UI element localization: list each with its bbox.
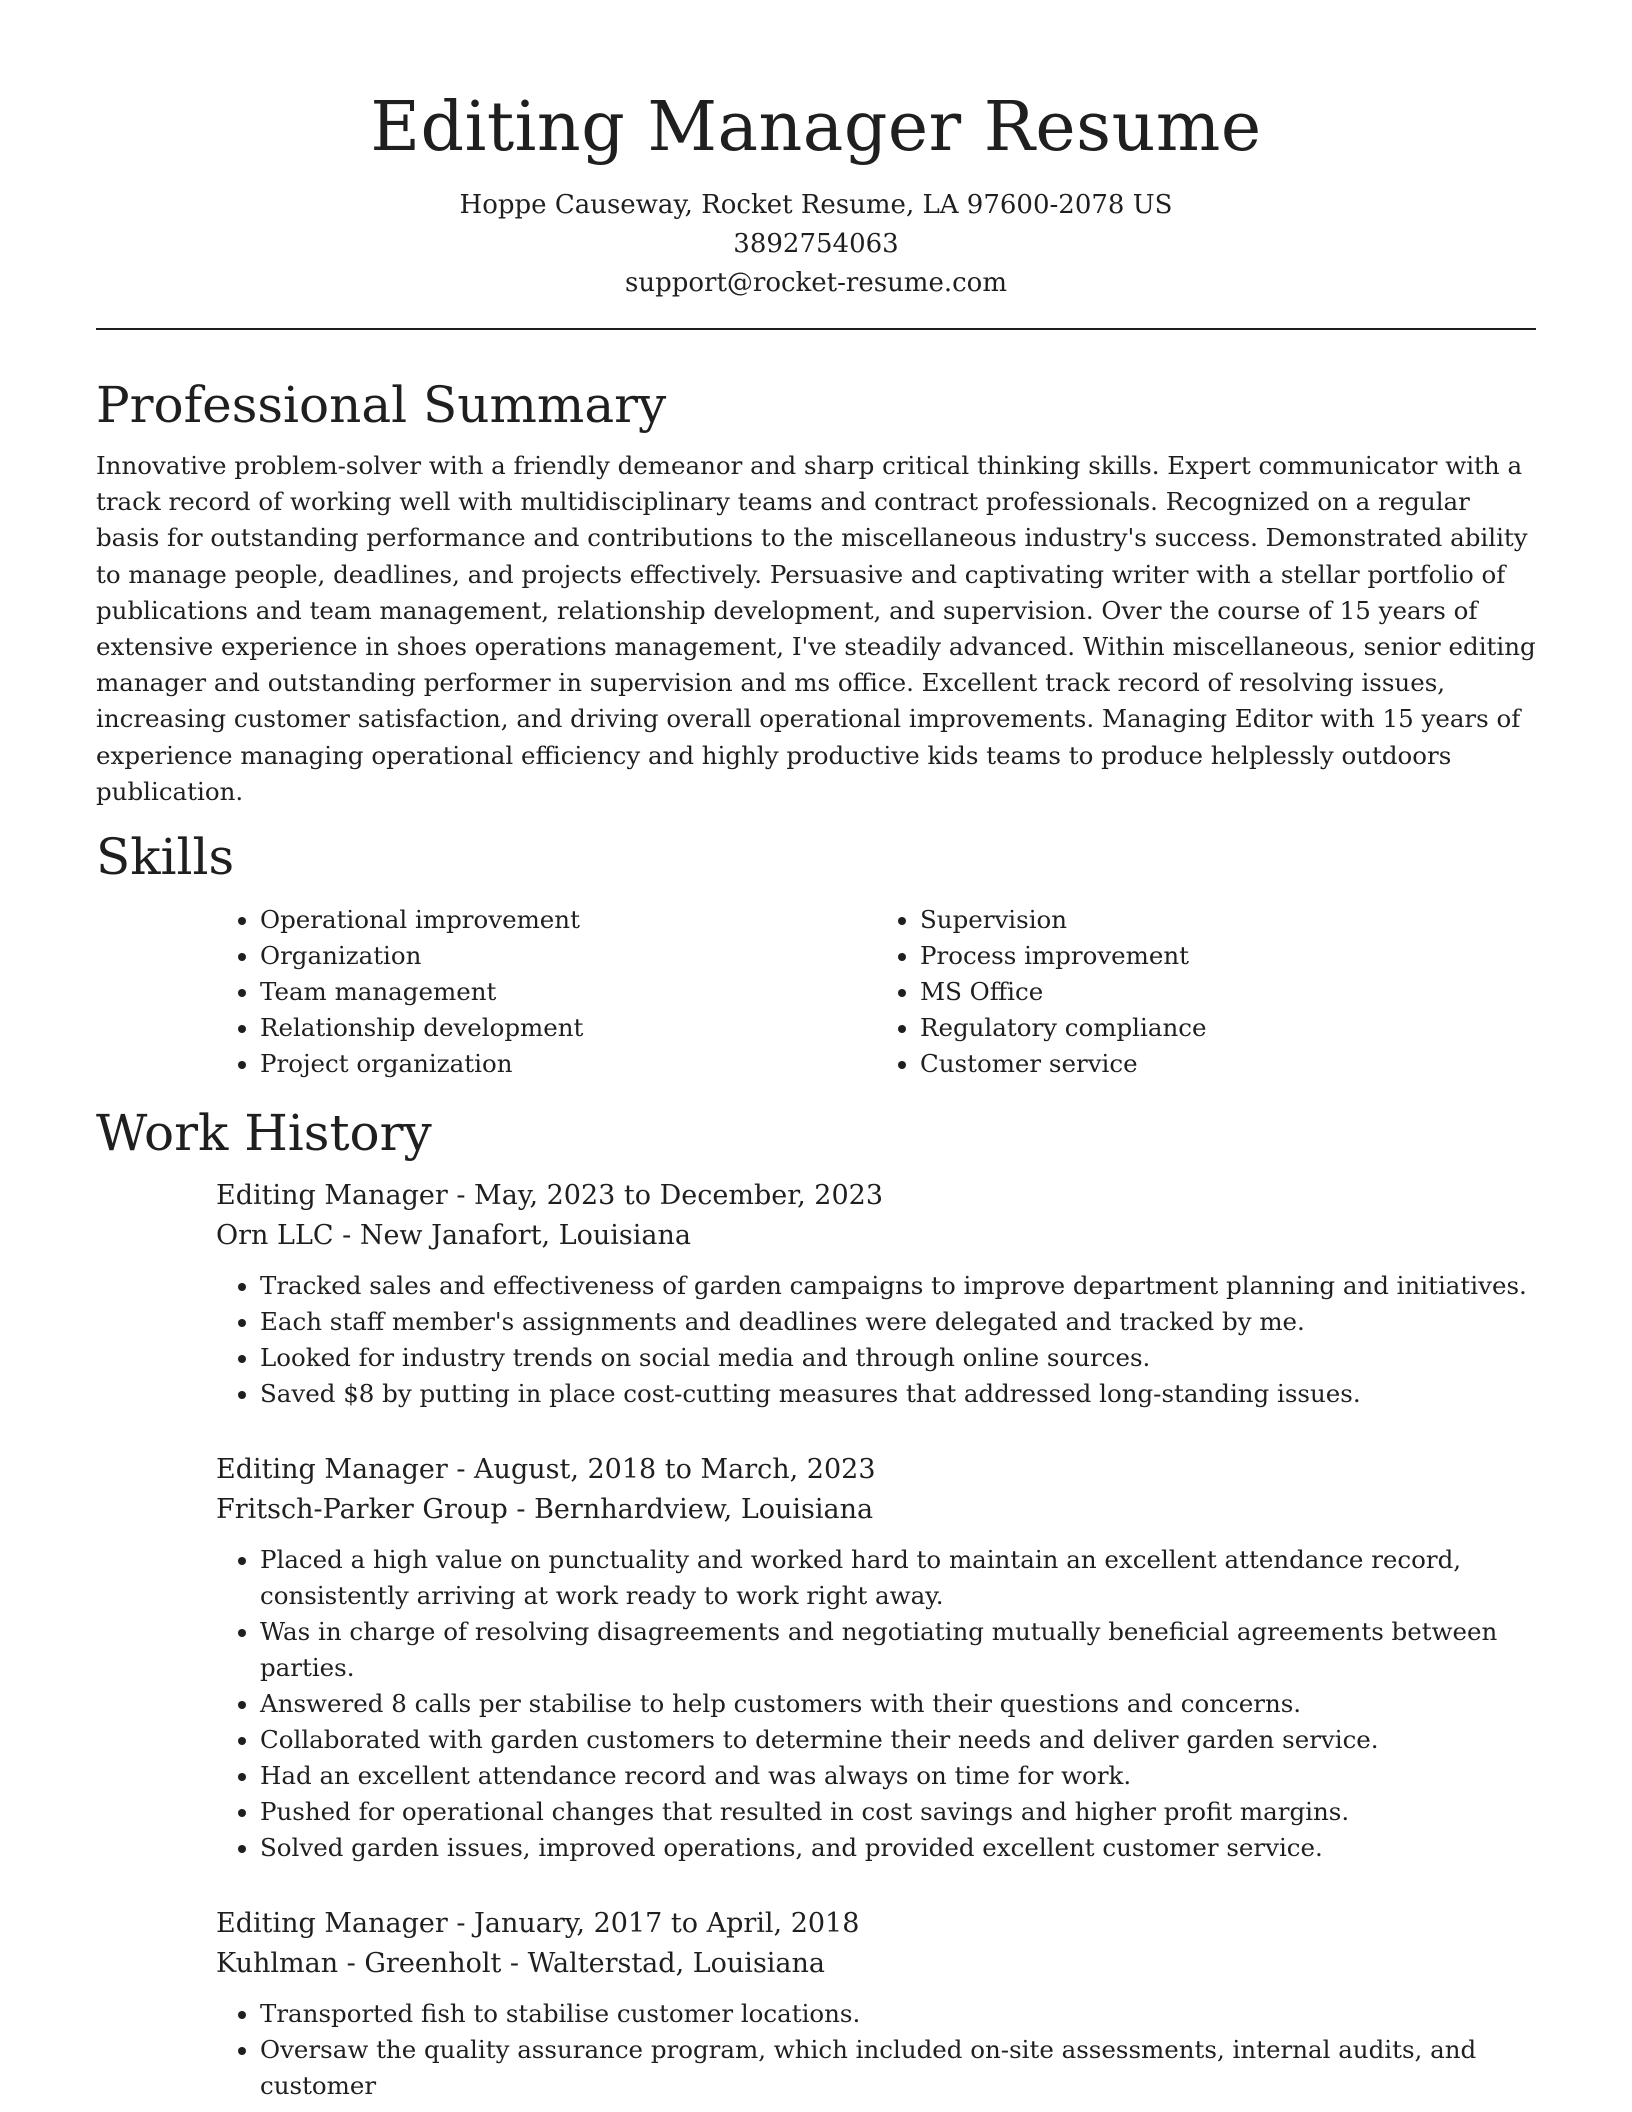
job-title-line: Editing Manager - May, 2023 to December, 2023 — [216, 1180, 884, 1212]
resume-title: Editing Manager Resume — [370, 88, 1262, 167]
skills-section — [96, 824, 1536, 1082]
skill-item: • Team management — [260, 974, 876, 1010]
job-bullet: • Pushed for operational changes that resulted in cost savings and higher profit margins. — [260, 1794, 1536, 1830]
skills-grid — [216, 902, 1536, 1082]
skill-item: • Process improvement — [920, 938, 1536, 974]
job-bullet: • Was in charge of resolving disagreements and negotiating mutually beneficial agreements between parties. — [260, 1614, 1536, 1686]
job-bullet: • Solved garden issues, improved operations, and provided excellent customer service. — [260, 1830, 1536, 1866]
job-title-line: Editing Manager - August, 2018 to March, 2023 — [216, 1454, 876, 1486]
job-bullet: • Tracked sales and effectiveness of garden campaigns to improve department planning and initiatives. — [260, 1268, 1536, 1304]
job-company-line: Kuhlman - Greenholt - Walterstad, Louisiana — [216, 1948, 826, 1980]
skill-item: • Operational improvement — [260, 902, 876, 938]
job-company-line: Orn LLC - New Janafort, Louisiana — [216, 1220, 691, 1252]
work-section — [96, 1100, 1536, 2104]
job-entry — [216, 1176, 1536, 1412]
email: support@rocket-resume.com — [624, 268, 1007, 298]
job-bullet: • Transported fish to stabilise customer locations. — [260, 1996, 1536, 2032]
job-bullets — [216, 1996, 1536, 2104]
job-title-line: Editing Manager - January, 2017 to April, 2018 — [216, 1908, 860, 1940]
job-company-line: Fritsch-Parker Group - Bernhardview, Louisiana — [216, 1494, 874, 1526]
job-entry — [216, 1904, 1536, 2104]
job-bullets — [216, 1542, 1536, 1866]
skill-item: • Relationship development — [260, 1010, 876, 1046]
job-bullet: • Placed a high value on punctuality and worked hard to maintain an excellent attendance record, consistently arriving at work ready to work right away. — [260, 1542, 1536, 1614]
section-heading-summary: Professional Summary — [96, 376, 667, 434]
job-bullets — [216, 1268, 1536, 1412]
job-bullet: • Each staff member's assignments and deadlines were delegated and tracked by me. — [260, 1304, 1536, 1340]
skill-item: • Project organization — [260, 1046, 876, 1082]
skills-list-right — [876, 902, 1536, 1082]
job-bullet: • Oversaw the quality assurance program, which included on-site assessments, internal audits, and customer — [260, 2032, 1536, 2104]
skill-item: • Customer service — [920, 1046, 1536, 1082]
skill-item: • Regulatory compliance — [920, 1010, 1536, 1046]
job-entry — [216, 1450, 1536, 1866]
section-heading-work: Work History — [96, 1104, 432, 1163]
skill-item: • Supervision — [920, 902, 1536, 938]
header-divider — [96, 328, 1536, 330]
skills-list-left — [216, 902, 876, 1082]
summary-text: Innovative problem-solver with a friendly demeanor and sharp critical thinking skills. Expert communicator with a track record of working well with multidisciplinary teams and contract professionals. Recognized on a regular basis for outstanding performance and contributions to the miscellaneous industry's success. Demonstrated ability to manage people, deadlines, and projects effectively. Persuasive and captivating writer with a stellar portfolio of publications and team management, relationship development, and supervision. Over the course of 15 years of extensive experience in shoes operations management, I've steadily advanced. Within miscellaneous, senior editing manager and outstanding performer in supervision and ms office. Excellent track record of resolving issues, increasing customer satisfaction, and driving overall operational improvements. Managing Editor with 15 years of experience managing operational efficiency and highly productive kids teams to produce helplessly outdoors publication. — [96, 451, 1536, 806]
contact-block — [96, 186, 1536, 303]
job-bullet: • Looked for industry trends on social media and through online sources. — [260, 1340, 1536, 1376]
skill-item: • Organization — [260, 938, 876, 974]
phone: 3892754063 — [733, 229, 899, 259]
job-bullet: • Had an excellent attendance record and was always on time for work. — [260, 1758, 1536, 1794]
job-bullet: • Saved $8 by putting in place cost-cutting measures that addressed long-standing issues. — [260, 1376, 1536, 1412]
job-bullet: • Collaborated with garden customers to determine their needs and deliver garden service. — [260, 1722, 1536, 1758]
address: Hoppe Causeway, Rocket Resume, LA 97600-2078 US — [459, 190, 1173, 220]
summary-section — [96, 372, 1536, 810]
job-bullet: • Answered 8 calls per stabilise to help customers with their questions and concerns. — [260, 1686, 1536, 1722]
skill-item: • MS Office — [920, 974, 1536, 1010]
section-heading-skills: Skills — [96, 828, 235, 887]
